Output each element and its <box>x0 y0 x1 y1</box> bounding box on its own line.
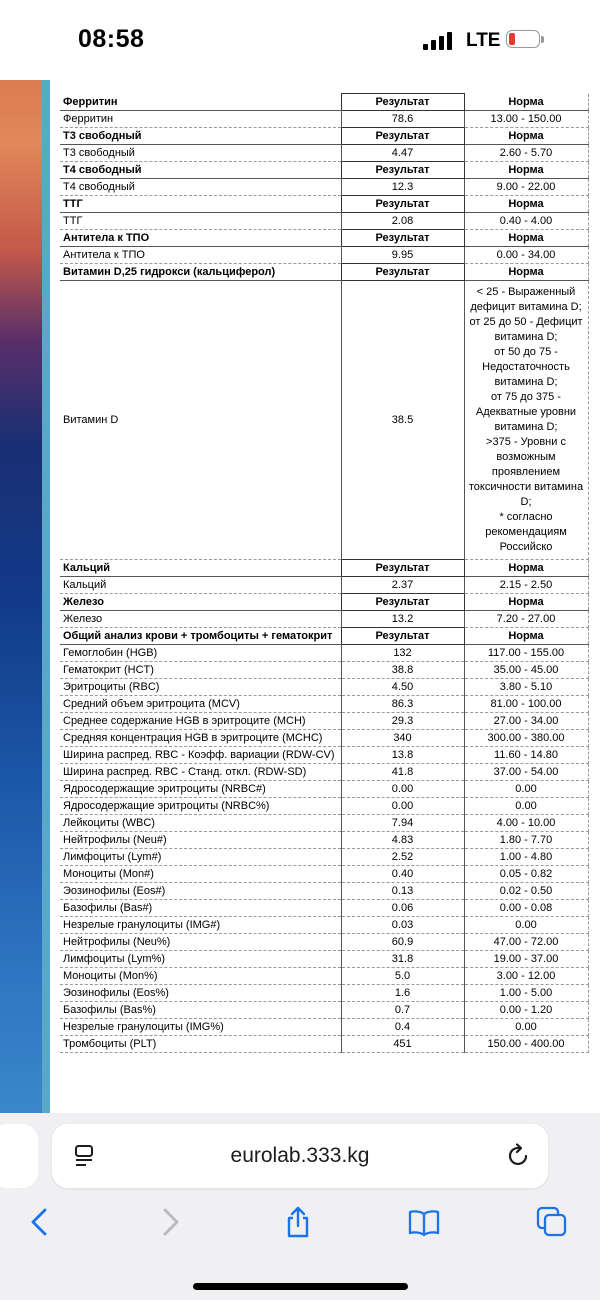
test-result: 2.08 <box>341 213 464 230</box>
test-norm: 81.00 - 100.00 <box>464 696 588 713</box>
table-row <box>60 934 588 951</box>
test-name: Лейкоциты (WBC) <box>60 815 341 832</box>
test-name: Базофилы (Bas#) <box>60 900 341 917</box>
previous-tab-preview[interactable] <box>0 1124 38 1188</box>
norm-line: витамина D; <box>494 421 558 433</box>
test-result: 0.7 <box>341 1002 464 1019</box>
norm-column-header: Норма <box>464 230 588 247</box>
norm-column-header: Норма <box>464 94 588 111</box>
norm-line: * согласно <box>499 511 553 523</box>
test-norm: 7.20 - 27.00 <box>464 611 588 628</box>
section-title: Антитела к ТПО <box>60 230 341 247</box>
test-name: Т3 свободный <box>60 145 341 162</box>
test-name: Лимфоциты (Lym%) <box>60 951 341 968</box>
test-norm: 0.00 <box>464 781 588 798</box>
test-name: Антитела к ТПО <box>60 247 341 264</box>
norm-line: < 25 - Выраженный <box>476 286 576 298</box>
test-norm: 1.00 - 4.80 <box>464 849 588 866</box>
table-row <box>60 883 588 900</box>
test-norm: 0.00 <box>464 1019 588 1036</box>
section-title: Ферритин <box>60 94 341 111</box>
test-result: 4.83 <box>341 832 464 849</box>
test-norm: 0.00 <box>464 798 588 815</box>
table-row <box>60 747 588 764</box>
table-row <box>60 645 588 662</box>
section-header-row <box>60 230 588 247</box>
norm-line: Адекватные уровни <box>475 406 577 418</box>
table-row <box>60 866 588 883</box>
table-row <box>60 917 588 934</box>
test-name: Базофилы (Bas%) <box>60 1002 341 1019</box>
test-norm: 11.60 - 14.80 <box>464 747 588 764</box>
test-name: Средняя концентрация HGB в эритроците (MCHC) <box>60 730 341 747</box>
test-norm: 0.40 - 4.00 <box>464 213 588 230</box>
test-result: 29.3 <box>341 713 464 730</box>
test-norm: 150.00 - 400.00 <box>464 1036 588 1053</box>
result-column-header: Результат <box>341 94 464 111</box>
test-result: 0.00 <box>341 781 464 798</box>
section-header-row <box>60 162 588 179</box>
test-norm: 0.00 - 1.20 <box>464 1002 588 1019</box>
table-row <box>60 968 588 985</box>
tabs-icon[interactable] <box>536 1206 568 1238</box>
test-name: Кальций <box>60 577 341 594</box>
test-result: 0.06 <box>341 900 464 917</box>
test-name: Железо <box>60 611 341 628</box>
test-norm: 0.00 - 0.08 <box>464 900 588 917</box>
test-result: 7.94 <box>341 815 464 832</box>
test-result: 4.50 <box>341 679 464 696</box>
table-row <box>60 111 588 128</box>
test-result: 31.8 <box>341 951 464 968</box>
table-row <box>60 247 588 264</box>
result-column-header: Результат <box>341 128 464 145</box>
test-name: Среднее содержание HGB в эритроците (MCH) <box>60 713 341 730</box>
back-icon[interactable] <box>24 1206 56 1238</box>
table-row <box>60 1036 588 1053</box>
test-norm <box>464 281 588 560</box>
test-result: 132 <box>341 645 464 662</box>
test-result: 2.37 <box>341 577 464 594</box>
table-row <box>60 662 588 679</box>
bookmarks-icon[interactable] <box>408 1206 440 1238</box>
norm-column-header: Норма <box>464 560 588 577</box>
norm-column-header: Норма <box>464 628 588 645</box>
test-norm: 35.00 - 45.00 <box>464 662 588 679</box>
norm-column-header: Норма <box>464 162 588 179</box>
test-result: 9.95 <box>341 247 464 264</box>
test-name: Ядросодержащие эритроциты (NRBC#) <box>60 781 341 798</box>
test-norm: 19.00 - 37.00 <box>464 951 588 968</box>
section-title: Т4 свободный <box>60 162 341 179</box>
test-name: Моноциты (Mon%) <box>60 968 341 985</box>
test-name: Витамин D <box>60 281 341 560</box>
test-result: 41.8 <box>341 764 464 781</box>
test-norm: 3.80 - 5.10 <box>464 679 588 696</box>
table-row <box>60 577 588 594</box>
test-name: Нейтрофилы (Neu%) <box>60 934 341 951</box>
table-row <box>60 713 588 730</box>
section-header-row <box>60 594 588 611</box>
test-result: 0.13 <box>341 883 464 900</box>
test-norm: 47.00 - 72.00 <box>464 934 588 951</box>
result-column-header: Результат <box>341 196 464 213</box>
test-name: Т4 свободный <box>60 179 341 196</box>
test-name: Гемоглобин (HGB) <box>60 645 341 662</box>
test-norm: 27.00 - 34.00 <box>464 713 588 730</box>
table-row <box>60 815 588 832</box>
norm-line: D; <box>520 496 532 508</box>
section-title: Витамин D,25 гидрокси (кальциферол) <box>60 264 341 281</box>
table-row <box>60 213 588 230</box>
section-title: Кальций <box>60 560 341 577</box>
test-norm: 0.00 <box>464 917 588 934</box>
norm-line: дефицит витамина D; <box>470 301 582 313</box>
section-header-row <box>60 264 588 281</box>
section-header-row <box>60 560 588 577</box>
test-norm: 9.00 - 22.00 <box>464 179 588 196</box>
result-column-header: Результат <box>341 560 464 577</box>
table-row <box>60 764 588 781</box>
test-norm: 2.60 - 5.70 <box>464 145 588 162</box>
table-row <box>60 145 588 162</box>
norm-line: Недостаточность <box>482 361 570 373</box>
test-name: Ферритин <box>60 111 341 128</box>
test-result: 12.3 <box>341 179 464 196</box>
test-result: 78.6 <box>341 111 464 128</box>
test-name: Эозинофилы (Eos%) <box>60 985 341 1002</box>
table-row <box>60 798 588 815</box>
test-result: 0.4 <box>341 1019 464 1036</box>
test-name: Моноциты (Mon#) <box>60 866 341 883</box>
test-result: 451 <box>341 1036 464 1053</box>
test-result: 38.8 <box>341 662 464 679</box>
address-bar[interactable] <box>52 1124 548 1188</box>
url-text[interactable]: eurolab.333.kg <box>230 1144 370 1167</box>
cellular-signal-icon <box>423 32 457 50</box>
test-name: Ширина распред. RBC - Коэфф. вариации (RDW-CV) <box>60 747 341 764</box>
norm-line: токсичности витамина <box>468 481 584 493</box>
test-name: Гематокрит (HCT) <box>60 662 341 679</box>
home-indicator[interactable] <box>193 1283 408 1290</box>
norm-line: от 75 до 375 - <box>491 391 561 403</box>
test-result: 0.40 <box>341 866 464 883</box>
test-norm: 0.02 - 0.50 <box>464 883 588 900</box>
test-norm: 117.00 - 155.00 <box>464 645 588 662</box>
lab-results-table <box>60 93 589 1053</box>
table-row <box>60 730 588 747</box>
test-result: 4.47 <box>341 145 464 162</box>
result-column-header: Результат <box>341 230 464 247</box>
test-name: Ширина распред. RBC - Станд. откл. (RDW-SD) <box>60 764 341 781</box>
test-result: 0.00 <box>341 798 464 815</box>
share-icon[interactable] <box>282 1206 314 1238</box>
test-norm: 13.00 - 150.00 <box>464 111 588 128</box>
norm-column-header: Норма <box>464 264 588 281</box>
test-result: 86.3 <box>341 696 464 713</box>
norm-line: Российско <box>499 541 553 553</box>
forward-icon[interactable] <box>154 1206 186 1238</box>
test-name: Незрелые гранулоциты (IMG%) <box>60 1019 341 1036</box>
result-column-header: Результат <box>341 264 464 281</box>
test-result: 13.8 <box>341 747 464 764</box>
test-norm: 300.00 - 380.00 <box>464 730 588 747</box>
test-name: Эритроциты (RBC) <box>60 679 341 696</box>
test-result: 38.5 <box>341 281 464 560</box>
table-row <box>60 849 588 866</box>
table-row <box>60 781 588 798</box>
status-time: 08:58 <box>78 25 145 53</box>
norm-line: от 25 до 50 - Дефицит <box>469 316 583 328</box>
test-result: 2.52 <box>341 849 464 866</box>
test-name: Нейтрофилы (Neu#) <box>60 832 341 849</box>
test-norm: 1.00 - 5.00 <box>464 985 588 1002</box>
norm-column-header: Норма <box>464 594 588 611</box>
section-title: Общий анализ крови + тромбоциты + гематокрит <box>60 628 341 645</box>
test-result: 1.6 <box>341 985 464 1002</box>
table-row <box>60 696 588 713</box>
norm-line: >375 - Уровни с <box>486 436 566 448</box>
test-result: 0.03 <box>341 917 464 934</box>
test-result: 5.0 <box>341 968 464 985</box>
test-name: ТТГ <box>60 213 341 230</box>
test-name: Эозинофилы (Eos#) <box>60 883 341 900</box>
test-norm: 0.00 - 34.00 <box>464 247 588 264</box>
table-row <box>60 1019 588 1036</box>
norm-line: витамина D; <box>494 331 558 343</box>
section-header-row <box>60 94 588 111</box>
section-header-row <box>60 128 588 145</box>
norm-column-header: Норма <box>464 196 588 213</box>
test-name: Тромбоциты (PLT) <box>60 1036 341 1053</box>
norm-line: рекомендациям <box>485 526 567 538</box>
table-row <box>60 832 588 849</box>
test-name: Незрелые гранулоциты (IMG#) <box>60 917 341 934</box>
background-wallpaper <box>0 80 42 1113</box>
status-bar <box>0 0 600 80</box>
test-name: Лимфоциты (Lym#) <box>60 849 341 866</box>
reload-icon[interactable] <box>507 1143 531 1169</box>
section-header-row <box>60 628 588 645</box>
section-title: Т3 свободный <box>60 128 341 145</box>
section-title: ТТГ <box>60 196 341 213</box>
table-row <box>60 1002 588 1019</box>
test-result: 340 <box>341 730 464 747</box>
section-title: Железо <box>60 594 341 611</box>
test-norm: 4.00 - 10.00 <box>464 815 588 832</box>
table-row <box>60 900 588 917</box>
section-header-row <box>60 196 588 213</box>
test-norm: 1.80 - 7.70 <box>464 832 588 849</box>
result-column-header: Результат <box>341 594 464 611</box>
network-type: LTE <box>466 30 501 51</box>
test-name: Ядросодержащие эритроциты (NRBC%) <box>60 798 341 815</box>
table-row <box>60 281 588 560</box>
table-row <box>60 179 588 196</box>
browser-bottom-bar <box>0 1113 600 1300</box>
table-row <box>60 679 588 696</box>
web-viewport[interactable] <box>0 80 600 1113</box>
test-result: 60.9 <box>341 934 464 951</box>
norm-line: от 50 до 75 - <box>494 346 558 358</box>
table-row <box>60 985 588 1002</box>
norm-line: проявлением <box>491 466 561 478</box>
test-norm: 3.00 - 12.00 <box>464 968 588 985</box>
test-name: Средний объем эритроцита (MCV) <box>60 696 341 713</box>
norm-column-header: Норма <box>464 128 588 145</box>
battery-icon <box>506 30 544 50</box>
lab-results-page <box>60 93 588 1053</box>
result-column-header: Результат <box>341 628 464 645</box>
norm-line: возможным <box>496 451 556 463</box>
page-edge <box>42 80 50 1113</box>
test-norm: 0.05 - 0.82 <box>464 866 588 883</box>
test-result: 13.2 <box>341 611 464 628</box>
result-column-header: Результат <box>341 162 464 179</box>
table-row <box>60 951 588 968</box>
test-norm: 37.00 - 54.00 <box>464 764 588 781</box>
norm-line: витамина D; <box>494 376 558 388</box>
table-row <box>60 611 588 628</box>
test-norm: 2.15 - 2.50 <box>464 577 588 594</box>
